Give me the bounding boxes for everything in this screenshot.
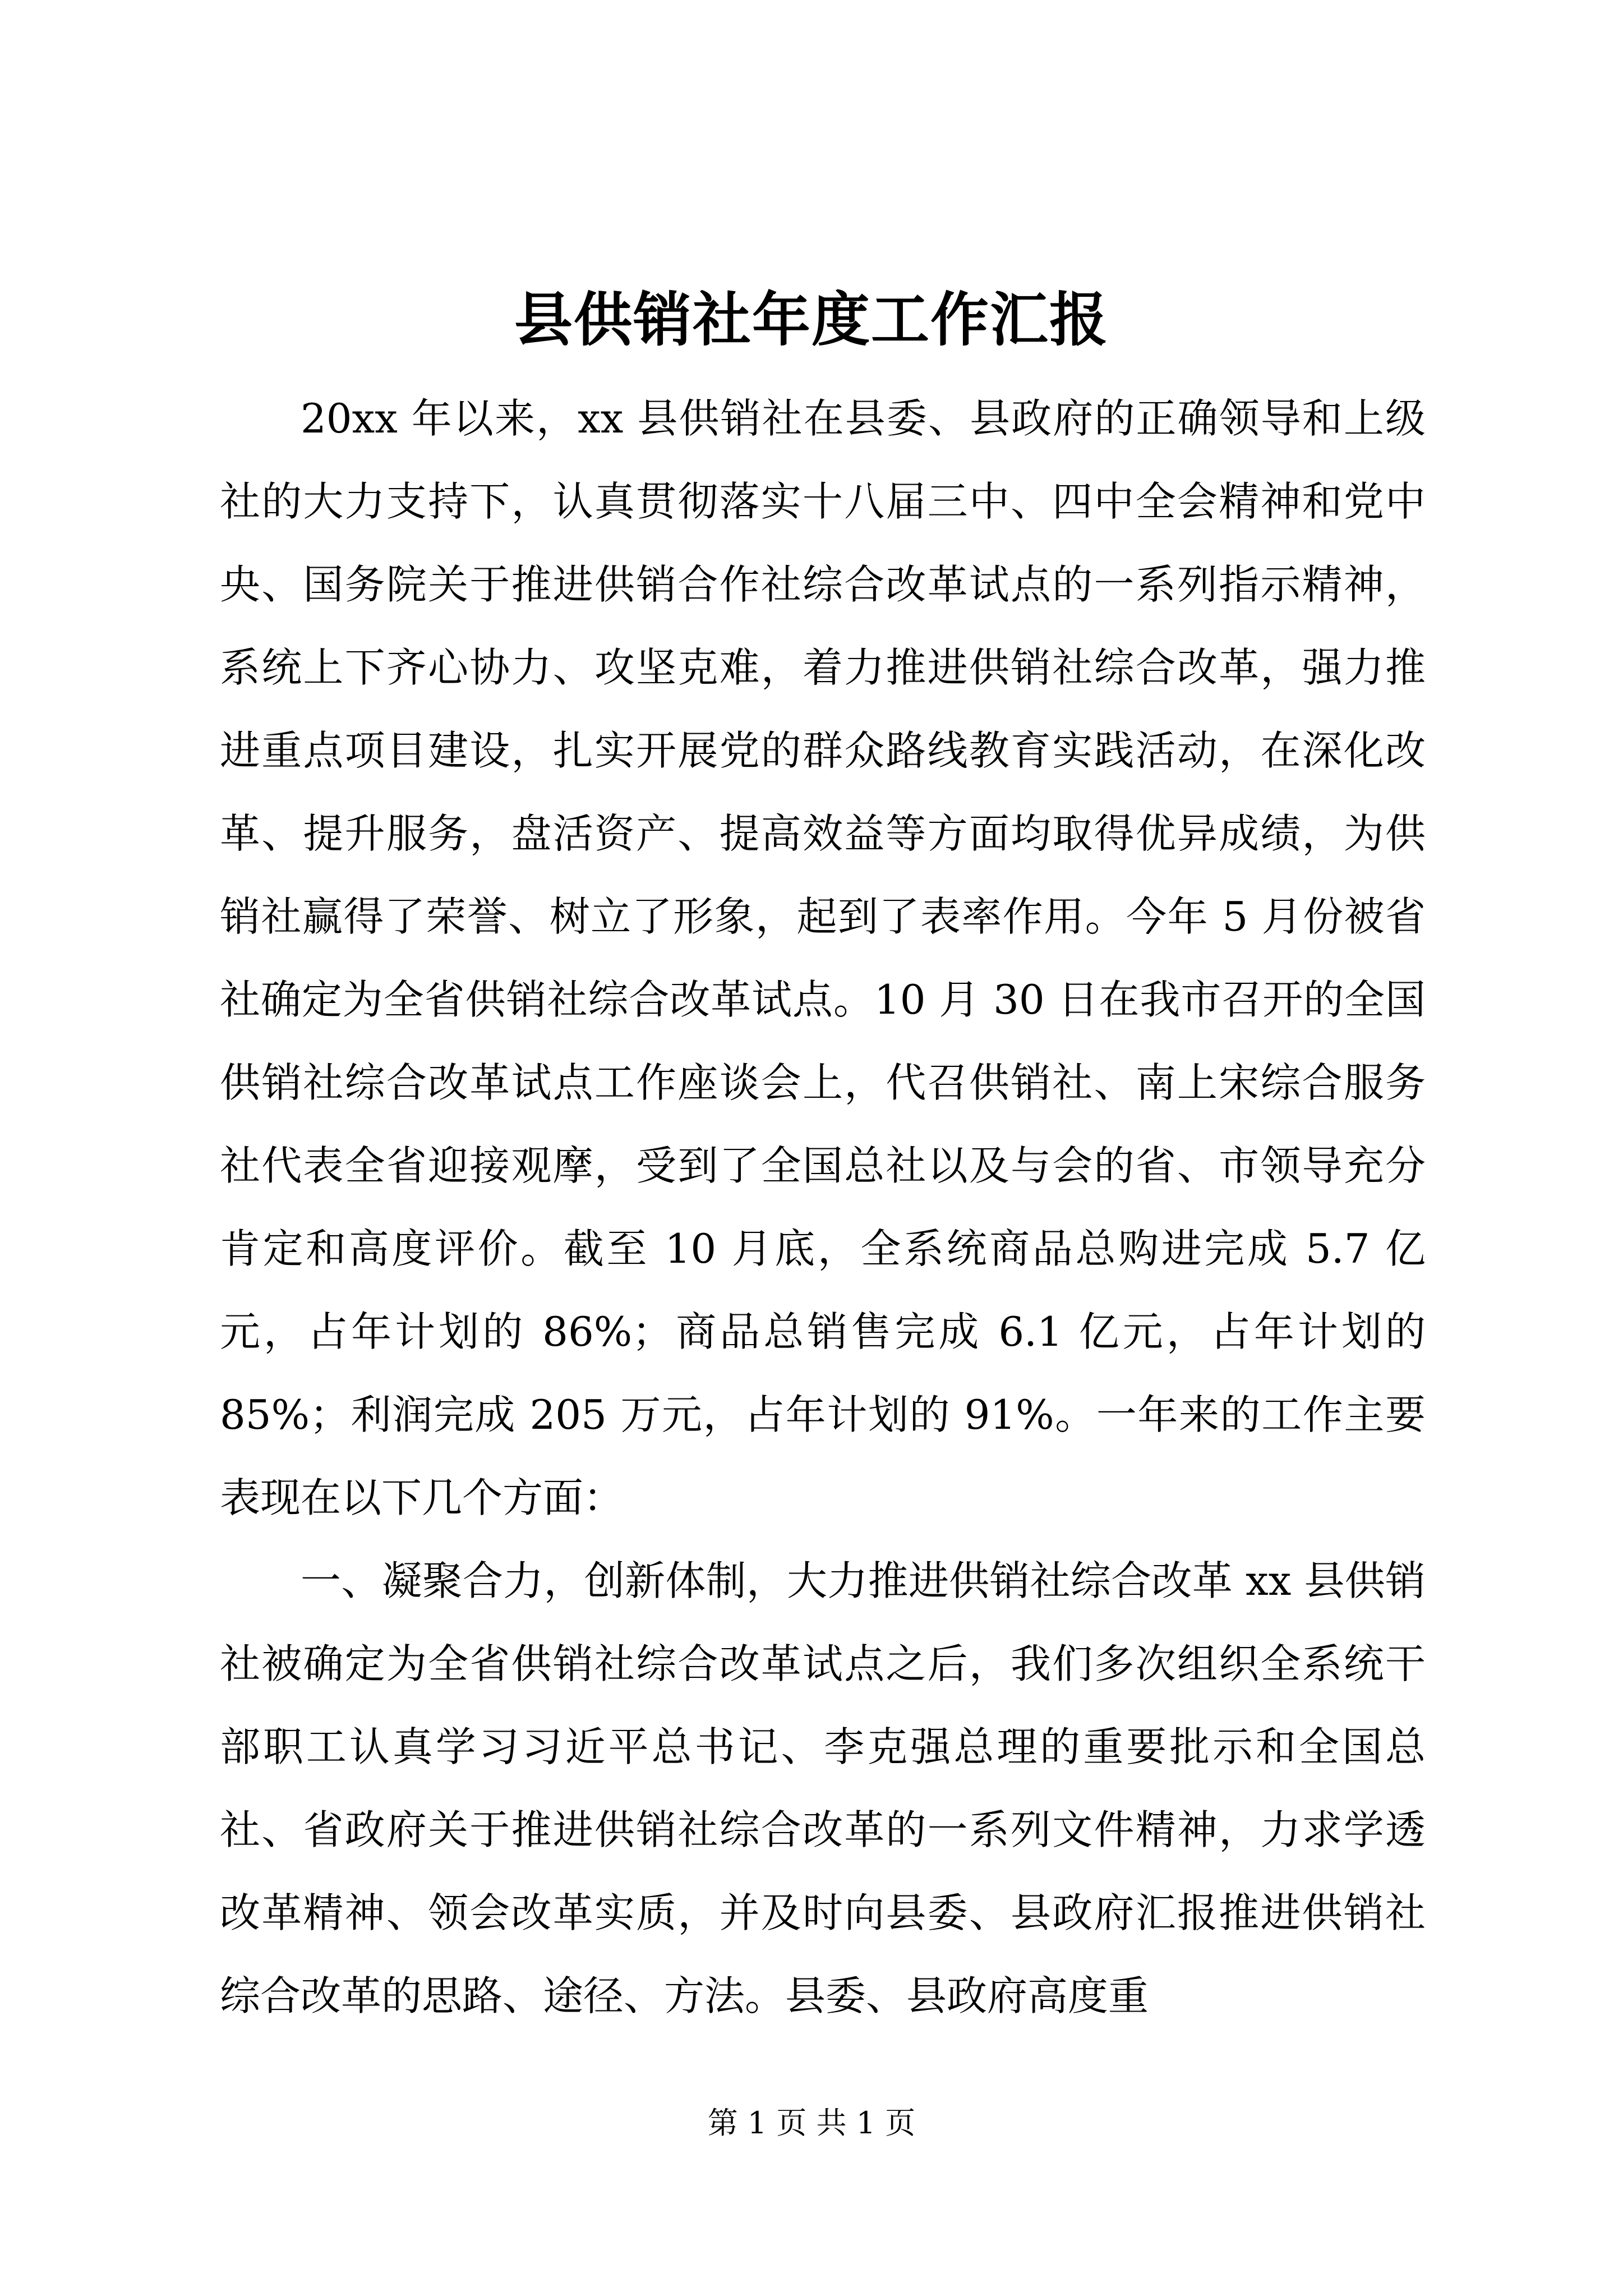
document-title: 县供销社年度工作汇报 — [514, 285, 1109, 354]
page-footer: 第 1 页 共 1 页 — [707, 2105, 916, 2141]
paragraph-1: 20xx 年以来，xx 县供销社在县委、县政府的正确领导和上级社的大力支持下，认真贯彻落实十八届三中、四中全会精神和党中央、国务院关于推进供销合作社综合改革试点的一系列指示精神，系统上下齐心协力、攻坚克难，着力推进供销社综合改革，强力推进重点项目建设，扎实开展党的群众路线教育实践活动，在深化改革、提升服务，盘活资产、提高效益等方面均取得优异成绩，为供销社赢得了荣誉、树立了形象，起到了表率作用。今年 5 月份被省社确定为全省供销社综合改革试点。10 月 30 日在我市召开的全国供销社综合改革试点工作座谈会上，代召供销社、南上宋综合服务社代表全省迎接观摩，受到了全国总社以及与会的省、市领导充分肯定和高度评价。截至 10 月底，全系统商品总购进完成 5.7 亿元，占年计划的 86%；商品总销售完成 6.1 亿元，占年计划的 85%；利润完成 205 万元，占年计划的 91%。一年来的工作主要表现在以下几个方面： — [220, 395, 1426, 1521]
paragraph-2: 一、凝聚合力，创新体制，大力推进供销社综合改革 xx 县供销社被确定为全省供销社综合改革试点之后，我们多次组织全系统干部职工认真学习习近平总书记、李克强总理的重要批示和全国总社、省政府关于推进供销社综合改革的一系列文件精神，力求学透改革精神、领会改革实质，并及时向县委、县政府汇报推进供销社综合改革的思路、途径、方法。县委、县政府高度重 — [220, 1557, 1426, 2019]
document-body — [220, 377, 1426, 2037]
